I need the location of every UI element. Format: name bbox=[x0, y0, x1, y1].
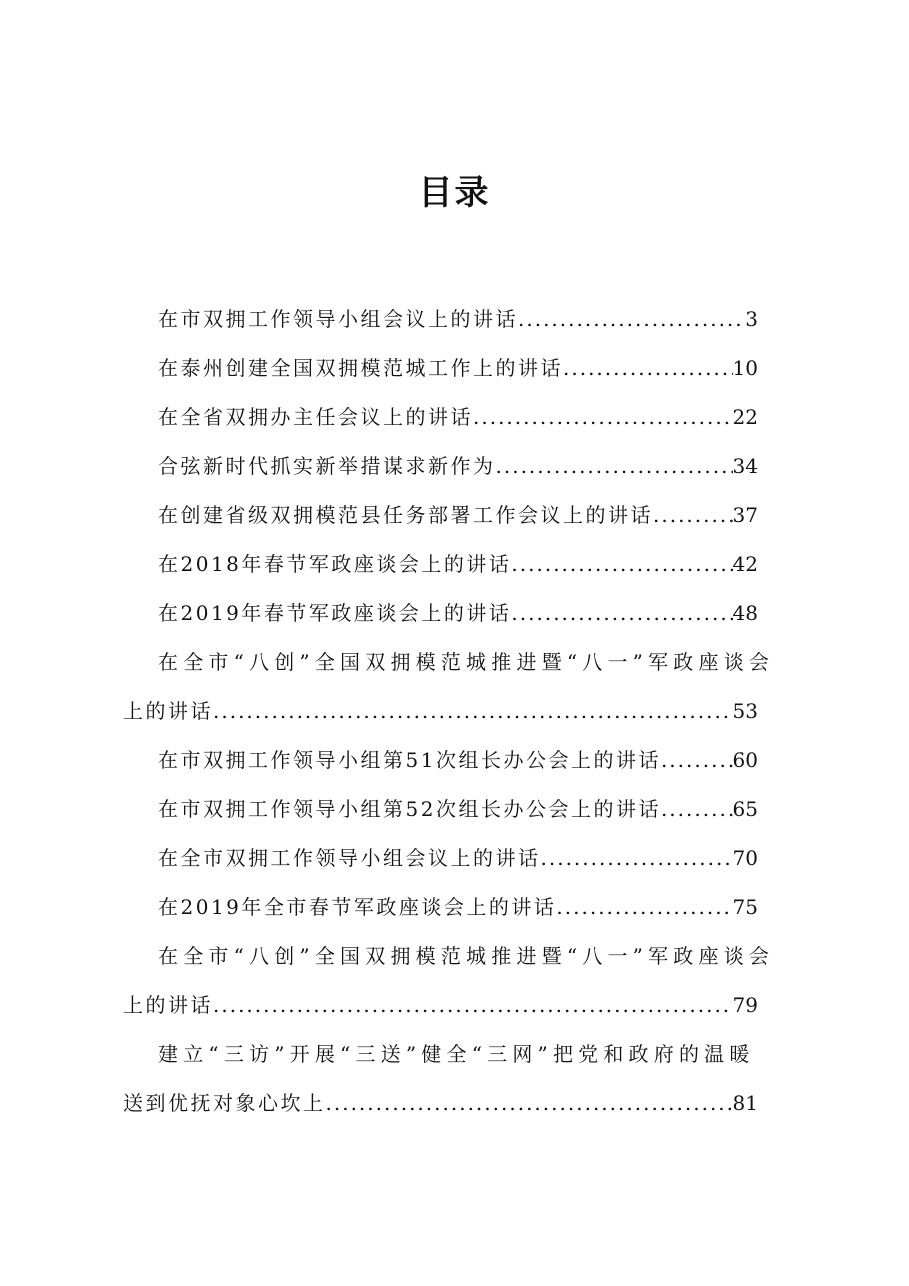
toc-entry[interactable] bbox=[123, 694, 758, 728]
toc-leader-dots bbox=[661, 743, 733, 777]
toc-entry[interactable] bbox=[158, 302, 758, 336]
toc-entry[interactable] bbox=[158, 498, 758, 532]
toc-entry-title: 在全市双拥工作领导小组会议上的讲话 bbox=[158, 846, 541, 870]
toc-entry[interactable] bbox=[158, 743, 758, 777]
toc-page-number: 65 bbox=[732, 797, 758, 821]
toc-entry-title: 在2019年春节军政座谈会上的讲话 bbox=[158, 601, 512, 625]
toc-leader-dots bbox=[563, 351, 733, 385]
toc-entry-title: 在2018年春节军政座谈会上的讲话 bbox=[158, 552, 512, 576]
toc-page-number: 70 bbox=[732, 846, 758, 870]
toc-entry-title: 在全省双拥办主任会议上的讲话 bbox=[158, 405, 473, 429]
toc-entry-line1[interactable] bbox=[158, 939, 774, 973]
toc-entry-title-continued: 上的讲话 bbox=[123, 993, 213, 1017]
toc-leader-dots bbox=[213, 694, 733, 728]
toc-page-number: 37 bbox=[732, 503, 758, 527]
toc-page-number: 81 bbox=[732, 1091, 758, 1115]
toc-page-number: 22 bbox=[732, 405, 758, 429]
toc-entry[interactable] bbox=[158, 449, 758, 483]
toc-entry[interactable] bbox=[158, 351, 758, 385]
toc-entry-title: 在2019年全市春节军政座谈会上的讲话 bbox=[158, 895, 557, 919]
toc-entry[interactable] bbox=[158, 400, 758, 434]
toc-entry[interactable] bbox=[158, 841, 758, 875]
toc-entry[interactable] bbox=[123, 988, 758, 1022]
toc-entry[interactable] bbox=[158, 890, 758, 924]
toc-leader-dots bbox=[326, 1086, 733, 1120]
toc-page-number: 3 bbox=[745, 307, 758, 331]
toc-entry-title: 在市双拥工作领导小组第52次组长办公会上的讲话 bbox=[158, 797, 661, 821]
toc-entry[interactable] bbox=[158, 547, 758, 581]
toc-leader-dots bbox=[556, 890, 732, 924]
toc-entry-title: 在市双拥工作领导小组第51次组长办公会上的讲话 bbox=[158, 748, 661, 772]
toc-leader-dots bbox=[496, 449, 733, 483]
toc-leader-dots bbox=[511, 596, 732, 630]
toc-entry-title-continued: 送到优抚对象心坎上 bbox=[123, 1091, 326, 1115]
page-title: 目录 bbox=[418, 173, 491, 213]
toc-page-number: 79 bbox=[732, 993, 758, 1017]
toc-entry-title: 在市双拥工作领导小组会议上的讲话 bbox=[158, 307, 518, 331]
toc-entry-title: 在全市“八创”全国双拥模范城推进暨“八一”军政座谈会 bbox=[158, 650, 775, 674]
toc-entry[interactable] bbox=[123, 1086, 758, 1120]
toc-entry-title: 在全市“八创”全国双拥模范城推进暨“八一”军政座谈会 bbox=[158, 944, 775, 968]
toc-entry[interactable] bbox=[158, 792, 758, 826]
toc-leader-dots bbox=[473, 400, 733, 434]
toc-page-number: 60 bbox=[732, 748, 758, 772]
toc-leader-dots bbox=[213, 988, 733, 1022]
toc-page-number: 34 bbox=[732, 454, 758, 478]
toc-page-number: 10 bbox=[732, 356, 758, 380]
toc-entry-title: 合弦新时代抓实新举措谋求新作为 bbox=[158, 454, 496, 478]
toc-entry[interactable] bbox=[158, 596, 758, 630]
toc-leader-dots bbox=[518, 302, 745, 336]
toc-leader-dots bbox=[653, 498, 733, 532]
toc-leader-dots bbox=[541, 841, 733, 875]
toc-entry-title: 建立“三访”开展“三送”健全“三网”把党和政府的温暖 bbox=[158, 1042, 755, 1066]
toc-page-number: 75 bbox=[732, 895, 758, 919]
toc-entry-line1[interactable] bbox=[158, 645, 774, 679]
toc-entry-line1[interactable] bbox=[158, 1037, 755, 1071]
toc-page-number: 42 bbox=[732, 552, 758, 576]
toc-entry-title-continued: 上的讲话 bbox=[123, 699, 213, 723]
toc-page-number: 48 bbox=[732, 601, 758, 625]
toc-entry-title: 在泰州创建全国双拥模范城工作上的讲话 bbox=[158, 356, 563, 380]
toc-page-number: 53 bbox=[732, 699, 758, 723]
toc-entry-title: 在创建省级双拥模范县任务部署工作会议上的讲话 bbox=[158, 503, 653, 527]
toc-leader-dots bbox=[511, 547, 732, 581]
toc-leader-dots bbox=[661, 792, 733, 826]
